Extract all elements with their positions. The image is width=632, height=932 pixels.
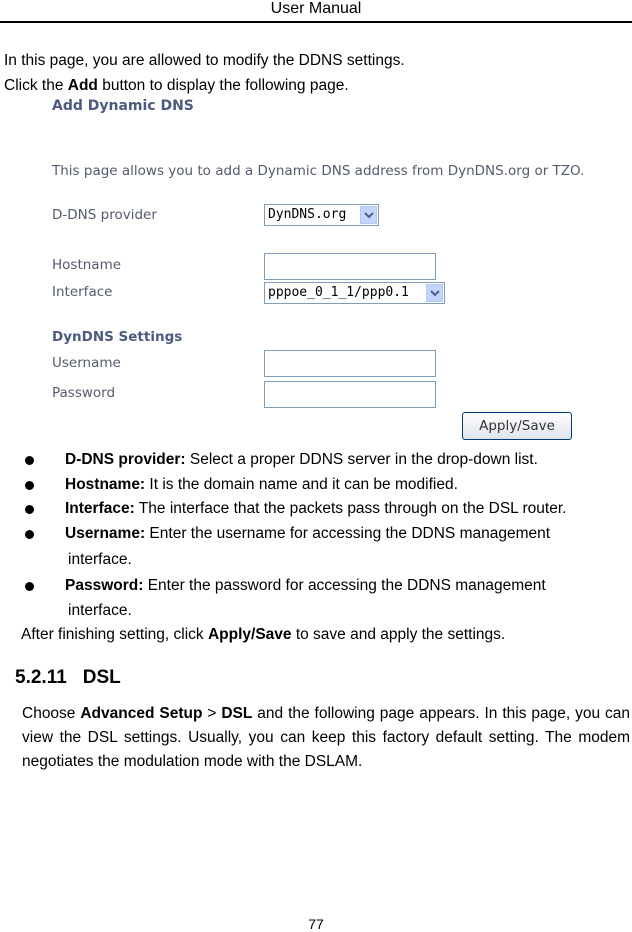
bullet-username-cont: interface.	[68, 551, 132, 568]
chevron-down-icon	[360, 206, 377, 224]
dsl-paragraph: Choose Advanced Setup > DSL and the following page appears. In this page, you can view the DSL settings. Usually, you can keep this factory default setting. The modem negotiates the modulation mode with the DSLAM.	[22, 705, 631, 770]
bullet-password-cont: interface.	[68, 602, 132, 619]
apply-save-button[interactable]: Apply/Save	[462, 412, 572, 440]
screenshot-title: Add Dynamic DNS	[52, 98, 194, 114]
bullet-password: Password: Enter the password for accessing the DDNS management	[65, 577, 546, 594]
ddns-provider-select[interactable]: DynDNS.org	[264, 204, 379, 226]
hostname-label: Hostname	[52, 257, 122, 273]
bullet-ddns-provider: D-DNS provider: Select a proper DDNS server in the drop-down list.	[65, 451, 538, 468]
bullet-icon	[25, 582, 34, 591]
interface-label: Interface	[52, 284, 113, 300]
interface-select[interactable]: pppoe_0_1_1/ppp0.1	[264, 282, 445, 304]
username-label: Username	[52, 355, 121, 371]
bullet-icon	[25, 505, 34, 514]
dyndns-settings-heading: DynDNS Settings	[52, 329, 183, 345]
bullet-interface: Interface: The interface that the packets pass through on the DSL router.	[65, 500, 567, 517]
ddns-screenshot	[40, 94, 600, 444]
screenshot-description: This page allows you to add a Dynamic DNS address from DynDNS.org or TZO.	[52, 163, 585, 179]
bullet-username: Username: Enter the username for accessing the DDNS management	[65, 525, 551, 542]
ddns-provider-label: D-DNS provider	[52, 207, 157, 223]
chevron-down-icon	[426, 284, 443, 302]
bullet-icon	[25, 481, 34, 490]
password-input[interactable]	[264, 381, 436, 408]
page-header: User Manual	[0, 0, 632, 23]
bullet-hostname: Hostname: It is the domain name and it can be modified.	[65, 476, 458, 493]
bullet-icon	[25, 530, 34, 539]
bullet-icon	[25, 456, 34, 465]
username-input[interactable]	[264, 350, 436, 377]
password-label: Password	[52, 385, 116, 401]
after-note: After finishing setting, click Apply/Save to save and apply the settings.	[21, 626, 506, 643]
hostname-input[interactable]	[264, 253, 436, 280]
section-heading: 5.2.11 DSL	[15, 667, 121, 688]
intro-line-1: In this page, you are allowed to modify the DDNS settings.	[4, 52, 405, 69]
intro-line-2: Click the Add button to display the following page.	[4, 77, 349, 94]
page-number: 77	[308, 916, 324, 932]
